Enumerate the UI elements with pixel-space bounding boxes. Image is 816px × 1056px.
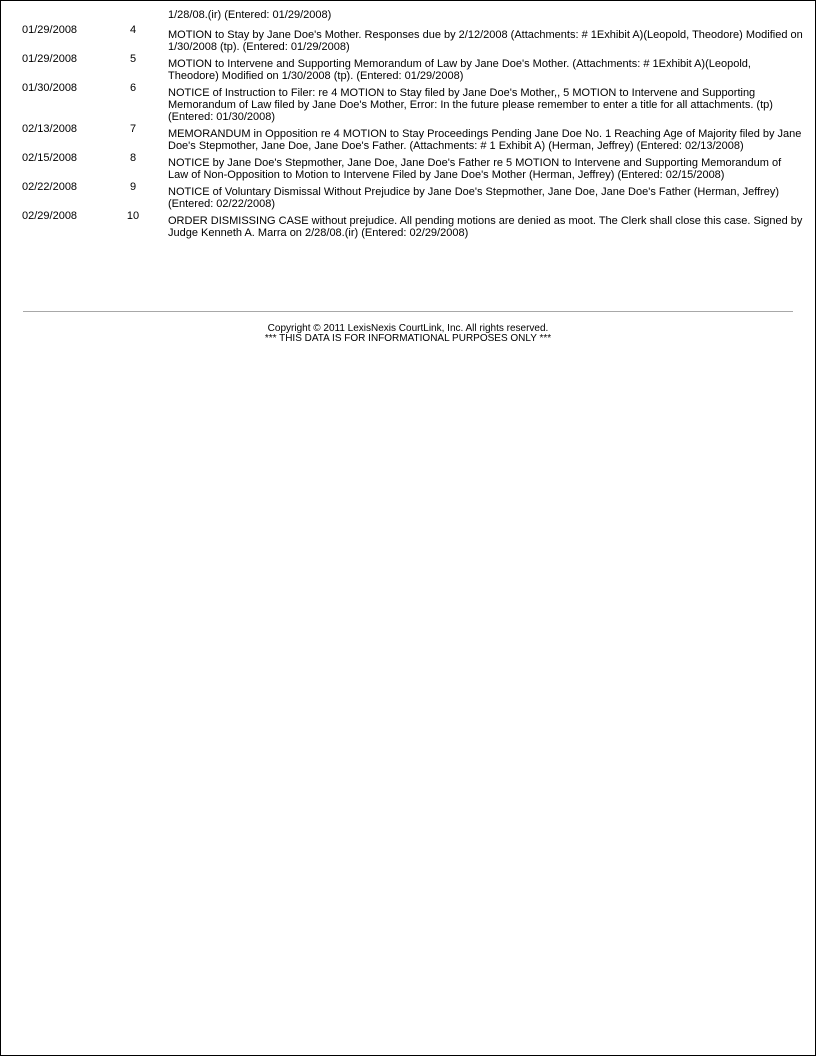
entry-text: NOTICE by Jane Doe's Stepmother, Jane Doe, Jane Doe's Father re 5 MOTION to Intervene and Supporting Memorandum of Law of Non-Opposition to Motion to Intervene Filed by Jane Doe's Mother (Herman, Jeffrey) (Entered: 02/15/2008) <box>168 157 782 181</box>
docket-entry <box>1 210 815 239</box>
informational-disclaimer: *** THIS DATA IS FOR INFORMATIONAL PURPOSES ONLY *** <box>264 333 552 344</box>
entry-date: 02/15/2008 <box>22 152 78 164</box>
docket-continuation-row <box>1 9 815 24</box>
entry-date: 02/13/2008 <box>22 123 78 135</box>
entry-text: ORDER DISMISSING CASE without prejudice. All pending motions are denied as moot. The Clerk shall close this case. Signed by Judge Kenneth A. Marra on 2/28/08.(ir) (Entered: 02/29/2008) <box>168 215 803 239</box>
entry-number: 4 <box>129 24 137 36</box>
entry-text: MEMORANDUM in Opposition re 4 MOTION to Stay Proceedings Pending Jane Doe No. 1 Reaching Age of Majority filed by Jane Doe's Stepmother, Jane Doe, Jane Doe's Father. (Attachments: # 1 Exhibit A) (Herman, Jeffrey) (Entered: 02/13/2008) <box>168 128 802 152</box>
docket-entry <box>1 152 815 181</box>
entry-text: MOTION to Stay by Jane Doe's Mother. Responses due by 2/12/2008 (Attachments: # 1Exhibit A)(Leopold, Theodore) Modified on 1/30/2008 (tp). (Entered: 01/29/2008) <box>168 29 803 53</box>
footer-divider <box>23 311 793 312</box>
docket-entry <box>1 53 815 82</box>
entry-text: MOTION to Intervene and Supporting Memorandum of Law by Jane Doe's Mother. (Attachments: # 1Exhibit A)(Leopold, Theodore) Modified on 1/30/2008 (tp). (Entered: 01/29/2008) <box>168 58 751 82</box>
page-footer <box>1 324 815 344</box>
docket-entries <box>1 9 815 239</box>
docket-entry <box>1 82 815 123</box>
entry-date: 01/30/2008 <box>22 82 78 94</box>
entry-text: NOTICE of Voluntary Dismissal Without Prejudice by Jane Doe's Stepmother, Jane Doe, Jane Doe's Father (Herman, Jeffrey) (Entered: 02/22/2008) <box>168 186 780 210</box>
entry-date: 02/22/2008 <box>22 181 78 193</box>
entry-number: 8 <box>129 152 137 164</box>
entry-date: 01/29/2008 <box>22 53 78 65</box>
entry-text: NOTICE of Instruction to Filer: re 4 MOTION to Stay filed by Jane Doe's Mother,, 5 MOTION to Intervene and Supporting Memorandum of Law filed by Jane Doe's Mother, Error: In the future please remember to enter a title for all attachments. (tp) (Entered: 01/30/2008) <box>168 87 773 123</box>
docket-entry <box>1 24 815 53</box>
docket-entry <box>1 123 815 152</box>
entry-text: 1/28/08.(ir) (Entered: 01/29/2008) <box>168 9 332 21</box>
copyright-notice: Copyright © 2011 LexisNexis CourtLink, Inc. All rights reserved. <box>267 323 549 334</box>
entry-number: 9 <box>129 181 137 193</box>
entry-number: 7 <box>129 123 137 135</box>
entry-date: 01/29/2008 <box>22 24 78 36</box>
docket-entry <box>1 181 815 210</box>
entry-date: 02/29/2008 <box>22 210 78 222</box>
entry-number: 5 <box>129 53 137 65</box>
entry-number: 10 <box>126 210 140 222</box>
entry-number: 6 <box>129 82 137 94</box>
